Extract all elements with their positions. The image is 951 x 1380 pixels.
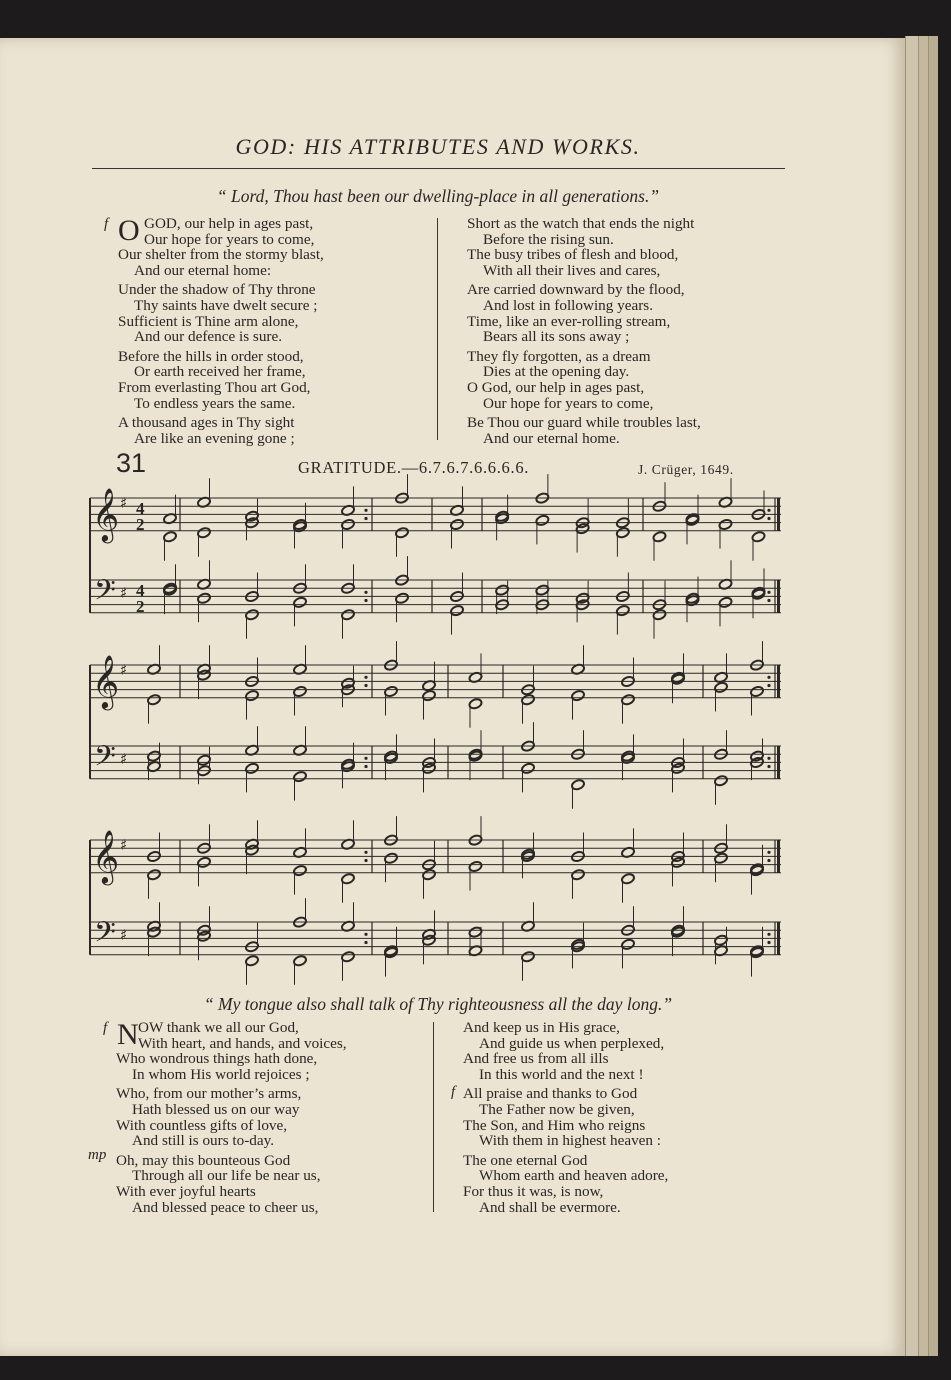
verse-line: And blessed peace to cheer us,	[132, 1198, 319, 1216]
repeat-dot	[767, 591, 770, 594]
verse-line: And free us from all ills	[463, 1050, 609, 1068]
bass-clef-icon: 𝄢	[94, 574, 116, 614]
verse-line: And still is ours to-day.	[132, 1132, 275, 1150]
verse-line: To endless years the same.	[134, 394, 296, 412]
repeat-dot	[364, 591, 367, 594]
verse-line: Before the hills in order stood,	[118, 347, 304, 365]
treble-clef-icon: 𝄞	[92, 487, 120, 541]
verse-line: Who, from our mother’s arms,	[116, 1085, 302, 1103]
repeat-dot	[767, 676, 770, 679]
verse-line: Our hope for years to come,	[144, 230, 315, 248]
verse-line: Are like an evening gone ;	[134, 429, 295, 447]
repeat-dot	[767, 599, 770, 602]
verse-line: And our defence is sure.	[134, 328, 283, 346]
hymn31-verses-left	[116, 1020, 347, 1215]
verse-line: Oh, may this bounteous God	[116, 1151, 291, 1169]
verse-line: Who wondrous things hath done,	[116, 1050, 318, 1068]
verse-line: OW thank we all our God,	[138, 1019, 299, 1036]
final-bar-line	[777, 580, 780, 613]
bass-clef-icon: 𝄢	[94, 740, 116, 780]
page-header: GOD: HIS ATTRIBUTES AND WORKS.	[235, 134, 641, 159]
hymn31-verses-right	[463, 1020, 668, 1215]
drop-cap: N	[117, 1018, 139, 1051]
verse-line: Whom earth and heaven adore,	[479, 1167, 669, 1185]
dynamic-marking: mp	[88, 1147, 107, 1163]
time-signature: 2	[136, 515, 145, 534]
score-symbols	[92, 487, 771, 956]
verse-line: Under the shadow of Thy throne	[118, 281, 316, 299]
repeat-dot	[767, 933, 770, 936]
key-signature-sharp-icon: ♯	[120, 926, 128, 944]
tune-title: GRATITUDE.—6.7.6.7.6.6.6.6.	[298, 458, 530, 477]
key-signature-sharp-icon: ♯	[120, 836, 128, 854]
verse-line: The Son, and Him who reigns	[463, 1116, 646, 1134]
verse-line: Thy saints have dwelt secure ;	[134, 296, 318, 314]
repeat-dot	[767, 765, 770, 768]
verse-line: Or earth received her frame,	[134, 363, 306, 381]
note-heads	[147, 474, 766, 985]
verse-line: With countless gifts of love,	[116, 1116, 288, 1134]
verse-line: Our hope for years to come,	[483, 394, 654, 412]
repeat-dot	[364, 684, 367, 687]
verse-line: For thus it was, is now,	[463, 1182, 604, 1200]
repeat-dot	[364, 599, 367, 602]
repeat-dot	[767, 859, 770, 862]
final-bar-line	[777, 665, 780, 698]
verse-line: The busy tribes of flesh and blood,	[467, 246, 679, 264]
repeat-dot	[364, 517, 367, 520]
verse-line: And keep us in His grace,	[463, 1019, 620, 1036]
verse-line: And our eternal home:	[134, 261, 272, 279]
verse-line: All praise and thanks to God	[463, 1085, 638, 1103]
repeat-dot	[767, 509, 770, 512]
dynamic-marking: f	[451, 1084, 456, 1100]
hymn-number: 31	[116, 448, 147, 478]
verse-line: From everlasting Thou art God,	[118, 378, 311, 396]
verse-line: In whom His world rejoices ;	[132, 1065, 310, 1083]
verse-line: Are carried downward by the flood,	[467, 281, 685, 299]
column-divider	[433, 1022, 434, 1212]
verse-line: A thousand ages in Thy sight	[118, 414, 295, 432]
verse-line: Before the rising sun.	[483, 230, 614, 248]
verse-line: With ever joyful hearts	[116, 1182, 256, 1200]
verse-line: Through all our life be near us,	[132, 1167, 321, 1185]
verse-line: The Father now be given,	[479, 1100, 635, 1118]
verse-line: Time, like an ever-rolling stream,	[467, 312, 671, 330]
repeat-dot	[364, 757, 367, 760]
verse-line: With all their lives and cares,	[483, 261, 661, 279]
final-bar-line	[777, 498, 780, 531]
key-signature-sharp-icon: ♯	[120, 750, 128, 768]
verse-line: Short as the watch that ends the night	[467, 215, 695, 232]
key-signature-sharp-icon: ♯	[120, 661, 128, 679]
repeat-dot	[767, 757, 770, 760]
time-signature: 4	[136, 499, 145, 518]
hymn31-epigraph: “ My tongue also shall talk of Thy righteousness all the day long.”	[203, 994, 673, 1014]
verse-line: O God, our help in ages past,	[467, 378, 645, 396]
repeat-dot	[364, 859, 367, 862]
composer-credit: J. Crüger, 1649.	[638, 462, 734, 477]
verse-line: GOD, our help in ages past,	[144, 215, 314, 232]
verse-line: Our shelter from the stormy blast,	[118, 246, 324, 264]
key-signature-sharp-icon: ♯	[120, 494, 128, 512]
verse-line: And lost in following years.	[483, 296, 653, 314]
verse-line: The one eternal God	[463, 1151, 588, 1169]
time-signature: 4	[136, 581, 145, 600]
verse-line: Dies at the opening day.	[483, 363, 630, 381]
repeat-dot	[364, 676, 367, 679]
verse-line: In this world and the next !	[479, 1065, 644, 1083]
repeat-dot	[767, 517, 770, 520]
verse-line: Hath blessed us on our way	[132, 1100, 300, 1118]
treble-clef-icon: 𝄞	[92, 829, 120, 883]
verse-line: Bears all its sons away ;	[483, 328, 630, 346]
verse-line: With heart, and hands, and voices,	[138, 1034, 347, 1052]
verse-line: And shall be evermore.	[479, 1198, 621, 1216]
drop-cap: O	[118, 214, 140, 247]
verse-line: They fly forgotten, as a dream	[467, 347, 651, 365]
time-signature: 2	[136, 597, 145, 616]
verse-line: And our eternal home.	[483, 429, 620, 447]
staff-lines	[90, 498, 781, 955]
repeat-dot	[364, 851, 367, 854]
hymn30-epigraph: “ Lord, Thou hast been our dwelling-place in all generations.”	[216, 186, 660, 206]
repeat-dot	[364, 933, 367, 936]
dynamic-marking: f	[104, 216, 109, 232]
final-bar-line	[777, 746, 780, 779]
key-signature-sharp-icon: ♯	[120, 584, 128, 602]
verse-line: And guide us when perplexed,	[479, 1034, 665, 1052]
bass-clef-icon: 𝄢	[94, 916, 116, 956]
verse-line: With them in highest heaven :	[479, 1132, 662, 1150]
repeat-dot	[364, 765, 367, 768]
verse-line: Sufficient is Thine arm alone,	[118, 312, 299, 330]
final-bar-line	[777, 922, 780, 955]
repeat-dot	[767, 941, 770, 944]
repeat-dot	[364, 941, 367, 944]
dynamic-marking: f	[103, 1020, 108, 1036]
repeat-dot	[767, 684, 770, 687]
verse-line: Be Thou our guard while troubles last,	[467, 414, 701, 432]
repeat-dot	[767, 851, 770, 854]
repeat-dot	[364, 509, 367, 512]
treble-clef-icon: 𝄞	[92, 654, 120, 708]
final-bar-line	[777, 840, 780, 873]
